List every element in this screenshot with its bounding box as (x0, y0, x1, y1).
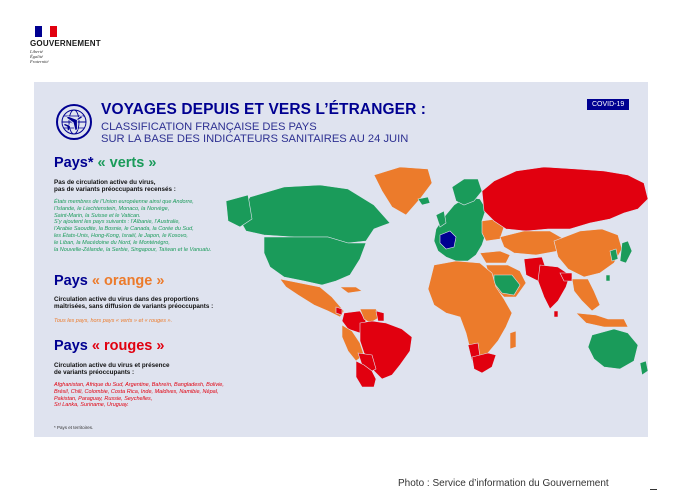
suriname-region (376, 311, 384, 321)
page-subtitle: CLASSIFICATION FRANÇAISE DES PAYS SUR LA BASE DES INDICATEURS SANITAIRES AU 24 JUIN (101, 121, 409, 145)
europe-region (434, 197, 486, 261)
government-logo (30, 26, 120, 64)
section-verts-list: États membres de l’Union européenne ainsi que Andorre, l’Islande, le Liechtenstein, Monaco, la Norvège, Saint-Marin, la Suisse et le Vatican. S’y ajoutent les pays suivants : l’Albanie, l’Australie, l’Arabie Saoudite, la Bosnie, le Canada, la Corée du Sud, les États-Unis, Hong-Kong, Israël, le Japon, le Kosovo, le Liban, la Macédoine du Nord, le Monténégro, la Nouvelle-Zélande, la Serbie, Singapour, Taïwan et le Vanuatu. (54, 199, 212, 253)
sri-lanka-region (554, 311, 558, 317)
mexico-region (280, 279, 344, 317)
photo-credit: Photo : Service d’information du Gouvernement (398, 478, 609, 489)
covid-badge: COVID-19 (587, 99, 629, 110)
southeast-asia-region (572, 279, 600, 311)
gov-name: GOUVERNEMENT (30, 39, 101, 48)
motto: Liberté Égalité Fraternité (30, 49, 49, 64)
section-verts-heading: Pays* « verts » (54, 155, 157, 171)
section-orange-list: Tous les pays, hors pays « verts » et « rouges ». (54, 318, 173, 324)
turkey-region (480, 251, 510, 263)
japan-region (620, 241, 632, 263)
french-flag-icon (35, 26, 57, 37)
australia-region (588, 329, 638, 369)
canada-region (238, 185, 390, 243)
india-region (538, 265, 570, 309)
section-orange-heading: Pays « orange » (54, 273, 165, 289)
credit-underline (650, 489, 657, 490)
caribbean-region (340, 287, 362, 293)
infographic (34, 82, 648, 437)
footnote: * Pays et territoires. (54, 425, 94, 430)
section-rouges-list: Afghanistan, Afrique du Sud, Argentine, Bahreïn, Bangladesh, Bolivie, Brésil, Chili, Colombie, Costa Rica, Inde, Maldives, Namibie, Népal, Pakistan, Paraguay, Russie, Seychelles, Sri Lanka, Suriname, Uruguay. (54, 382, 224, 409)
section-orange-desc: Circulation active du virus dans des proportions maîtrisées, sans diffusion de variants préoccupants : (54, 296, 214, 311)
indonesia-region (576, 313, 628, 327)
page-title: VOYAGES DEPUIS ET VERS L’ÉTRANGER : (101, 101, 427, 118)
section-rouges-heading: Pays « rouges » (54, 338, 165, 354)
usa-region (264, 237, 366, 285)
new-zealand-region (640, 361, 648, 375)
taiwan-region (606, 275, 610, 281)
section-rouges-desc: Circulation active du virus et présence de variants préoccupants : (54, 362, 170, 377)
madagascar-region (510, 331, 516, 349)
airplane-globe-icon (56, 104, 92, 140)
greenland-region (374, 167, 432, 215)
world-map (224, 157, 648, 387)
section-verts-desc: Pas de circulation active du virus, pas de variants préoccupants recensés : (54, 179, 176, 194)
south-africa-region (472, 353, 496, 373)
russia-region (482, 167, 648, 231)
